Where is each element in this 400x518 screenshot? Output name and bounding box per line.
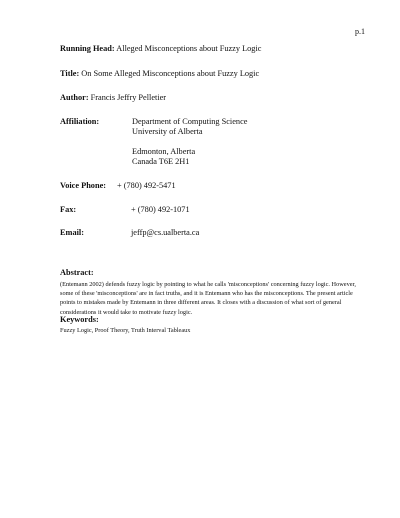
keywords-text: Fuzzy Logic, Proof Theory, Truth Interval Tableaux [60, 327, 191, 334]
title-label: Title: [60, 69, 80, 78]
author-value: Francis Jeffry Pelletier [90, 93, 167, 102]
abstract-heading: Abstract: [60, 268, 94, 277]
running-head-value: Alleged Misconceptions about Fuzzy Logic [116, 44, 262, 53]
title-line [60, 69, 259, 79]
voice-phone-value: + (780) 492-5471 [117, 181, 176, 190]
affiliation-city: Edmonton, Alberta [132, 147, 196, 156]
affiliation-label: Affiliation: [60, 117, 100, 126]
abstract-text: (Entemann 2002) defends fuzzy logic by pointing to what he calls 'misconceptions' concerning fuzzy logic. However, some of these 'misconceptions' are in fact truths, and it is Entemann who has the misconceptions. The present article points to mistakes made by Entemann in three different areas. It closes with a discussion of what sort of general considerations it would take to motivate fuzzy logic. [60, 281, 356, 316]
email-label: Email: [60, 228, 84, 237]
keywords-heading: Keywords: [60, 315, 99, 324]
running-head-label: Running Head: [60, 44, 115, 53]
title-value: On Some Alleged Misconceptions about Fuzzy Logic [81, 69, 260, 78]
email-value[interactable]: jeffp@cs.ualberta.ca [131, 228, 200, 237]
fax-value: + (780) 492-1071 [131, 205, 190, 214]
author-label: Author: [60, 93, 89, 102]
affiliation-country: Canada T6E 2H1 [132, 157, 190, 166]
affiliation-department: Department of Computing Science [132, 117, 248, 126]
page-number: p.1 [355, 27, 365, 36]
voice-phone-label: Voice Phone: [60, 181, 107, 190]
author-line [60, 93, 166, 103]
affiliation-university: University of Alberta [132, 127, 203, 136]
running-head-line [60, 44, 261, 54]
fax-label: Fax: [60, 205, 77, 214]
